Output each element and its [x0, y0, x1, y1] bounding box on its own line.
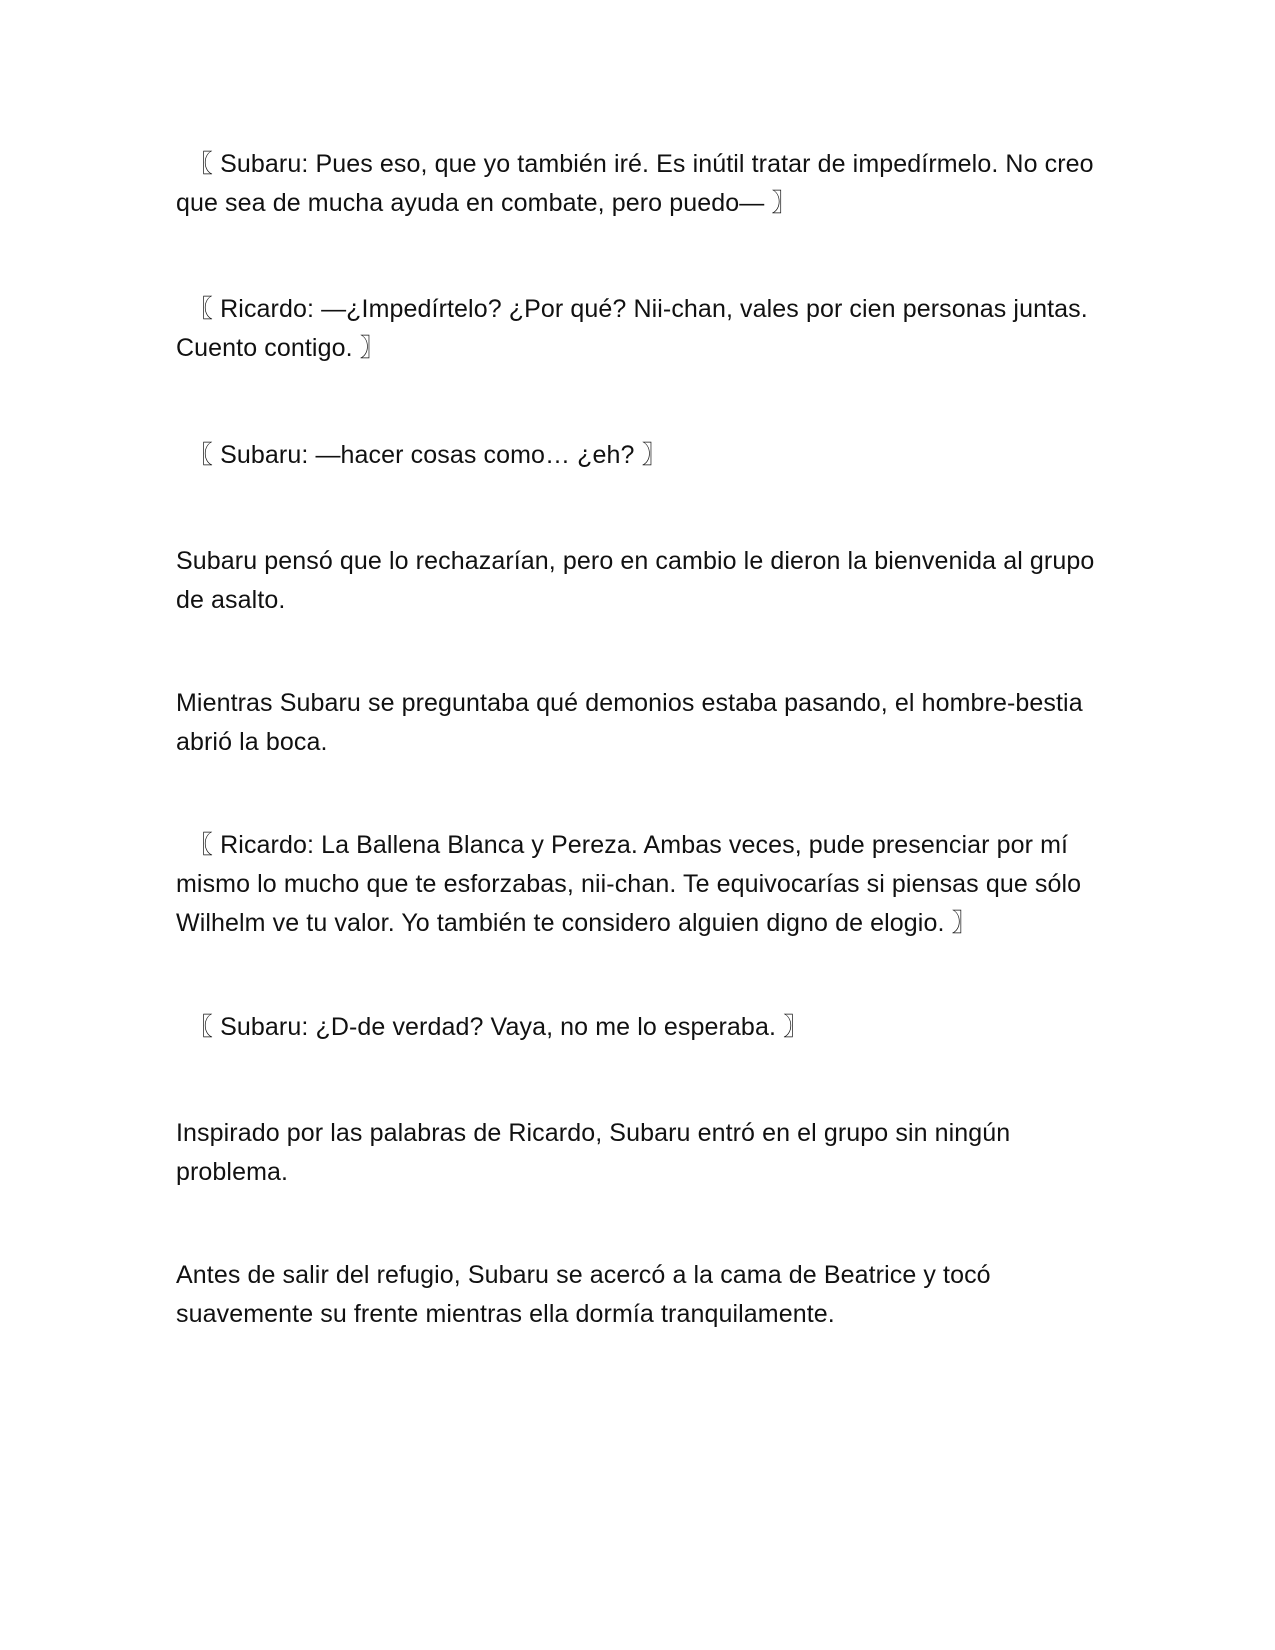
dialogue-paragraph: 〖 Subaru: —hacer cosas como… ¿eh? 〗 — [188, 441, 667, 469]
narration-paragraph: Inspirado por las palabras de Ricardo, Subaru entró en el grupo sin ningún problema. — [176, 1119, 1011, 1186]
narration-paragraph: Mientras Subaru se preguntaba qué demonios estaba pasando, el hombre-bestia abrió la boca. — [176, 689, 1083, 756]
narration-paragraph: Antes de salir del refugio, Subaru se acercó a la cama de Beatrice y tocó suavemente su frente mientras ella dormía tranquilamente. — [176, 1261, 991, 1328]
dialogue-paragraph: 〖 Subaru: ¿D-de verdad? Vaya, no me lo esperaba. 〗 — [188, 1013, 809, 1041]
narration-paragraph: Subaru pensó que lo rechazarían, pero en cambio le dieron la bienvenida al grupo de asalto. — [176, 547, 1095, 614]
dialogue-paragraph: 〖 Ricardo: —¿Impedírtelo? ¿Por qué? Nii-chan, vales por cien personas juntas. Cuento contigo. 〗 — [176, 295, 1088, 362]
dialogue-paragraph: 〖 Ricardo: La Ballena Blanca y Pereza. Ambas veces, pude presenciar por mí mismo lo mucho que te esforzabas, nii-chan. Te equivocarías si piensas que sólo Wilhelm ve tu valor. Yo también te considero alguien digno de elogio. 〗 — [176, 831, 1082, 937]
dialogue-paragraph: 〖 Subaru: Pues eso, que yo también iré. Es inútil tratar de impedírmelo. No creo que sea de mucha ayuda en combate, pero puedo— 〗 — [176, 150, 1094, 217]
